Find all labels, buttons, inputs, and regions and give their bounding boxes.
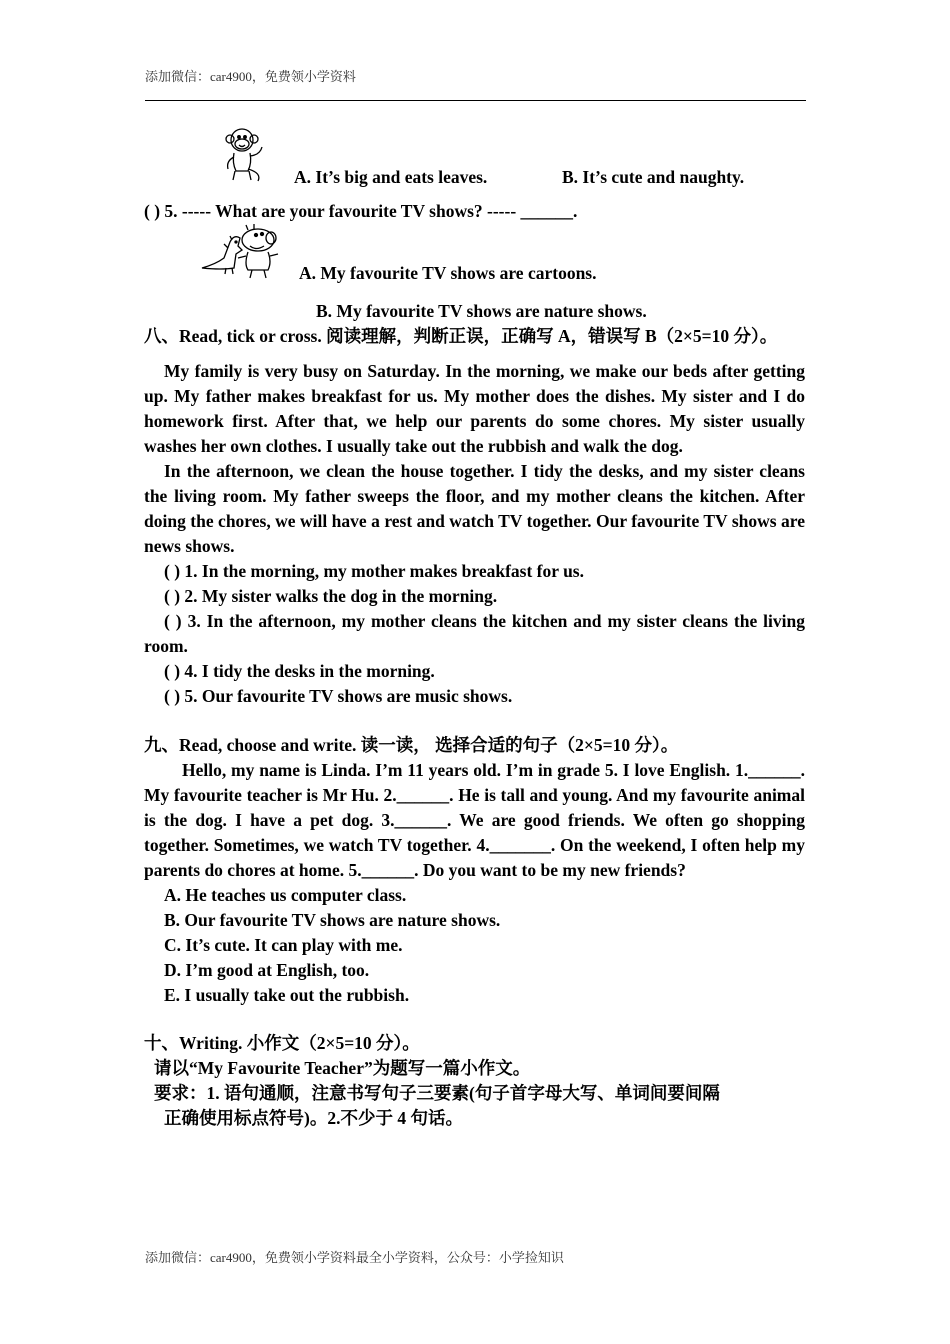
section8-item: ( ) 2. My sister walks the dog in the morning. (164, 586, 498, 606)
pig-and-dinosaur-icon (198, 224, 288, 280)
monkey-icon (218, 123, 268, 185)
section8-paragraph-1: My family is very busy on Saturday. In the morning, we make our beds after getting up. My father makes breakfast for us. My mother does the dishes. My sister and I do homework first. After that, we help our parents do some chores. My sister usually washes her own clothes. I usually take out the rubbish and walk the dog. (144, 361, 805, 456)
page-footer: 添加微信：car4900，免费领小学资料最全小学资料，公众号：小学捡知识 (145, 1250, 564, 1265)
section10-requirement-2: 正确使用标点符号)。2.不少于 4 句话。 (164, 1108, 463, 1128)
q5-stem: ( ) 5. ----- What are your favourite TV shows? ----- ______. (144, 201, 578, 221)
section9-passage-block (144, 758, 805, 1008)
section8-item: ( ) 3. In the afternoon, my mother cleans the kitchen and my sister cleans the living room. (144, 611, 805, 656)
section9-option: A. He teaches us computer class. (164, 885, 407, 905)
header-divider (145, 100, 806, 101)
section8-title: 八、Read, tick or cross. 阅读理解，判断正误，正确写 A，错误写 B（2×5=10 分）。 (144, 326, 778, 346)
section8-paragraph-2: In the afternoon, we clean the house together. I tidy the desks, and my sister cleans the living room. My father sweeps the floor, and my mother cleans the kitchen. After doing the chores, we will have a rest and watch TV together. Our favourite TV shows are news shows. (144, 461, 805, 556)
section10-title: 十、Writing. 小作文（2×5=10 分）。 (144, 1033, 420, 1053)
q5-option-a: A. My favourite TV shows are cartoons. (299, 263, 597, 283)
section10-requirement-1: 要求：1. 语句通顺，注意书写句子三要素(句子首字母大写、单词间要间隔 (154, 1083, 720, 1103)
section8-item: ( ) 1. In the morning, my mother makes breakfast for us. (164, 561, 584, 581)
q4-option-b: B. It’s cute and naughty. (562, 167, 745, 187)
section9-option: C. It’s cute. It can play with me. (164, 935, 403, 955)
q5-option-b: B. My favourite TV shows are nature shows. (316, 301, 647, 321)
section8-passage (144, 359, 805, 709)
q4-option-a: A. It’s big and eats leaves. (294, 167, 488, 187)
section9-title: 九、Read, choose and write. 读一读， 选择合适的句子（2×5=10 分）。 (144, 735, 679, 755)
section9-option: B. Our favourite TV shows are nature shows. (164, 910, 501, 930)
section8-item: ( ) 5. Our favourite TV shows are music shows. (164, 686, 513, 706)
section10-prompt: 请以“My Favourite Teacher”为题写一篇小作文。 (154, 1058, 531, 1078)
section9-passage: Hello, my name is Linda. I’m 11 years old. I’m in grade 5. I love English. 1.______. My favourite teacher is Mr Hu. 2.______. He is tall and young. And my favourite animal is the dog. I have a pet dog. 3.______. We are good friends. We often go shopping together. Sometimes, we watch TV together. 4._______. On the weekend, I often help my parents do chores at home. 5.______. Do you want to be my new friends? (144, 760, 805, 880)
section9-option: E. I usually take out the rubbish. (164, 985, 410, 1005)
section8-item: ( ) 4. I tidy the desks in the morning. (164, 661, 435, 681)
page-header: 添加微信：car4900，免费领小学资料 (145, 69, 356, 84)
section9-option: D. I’m good at English, too. (164, 960, 370, 980)
